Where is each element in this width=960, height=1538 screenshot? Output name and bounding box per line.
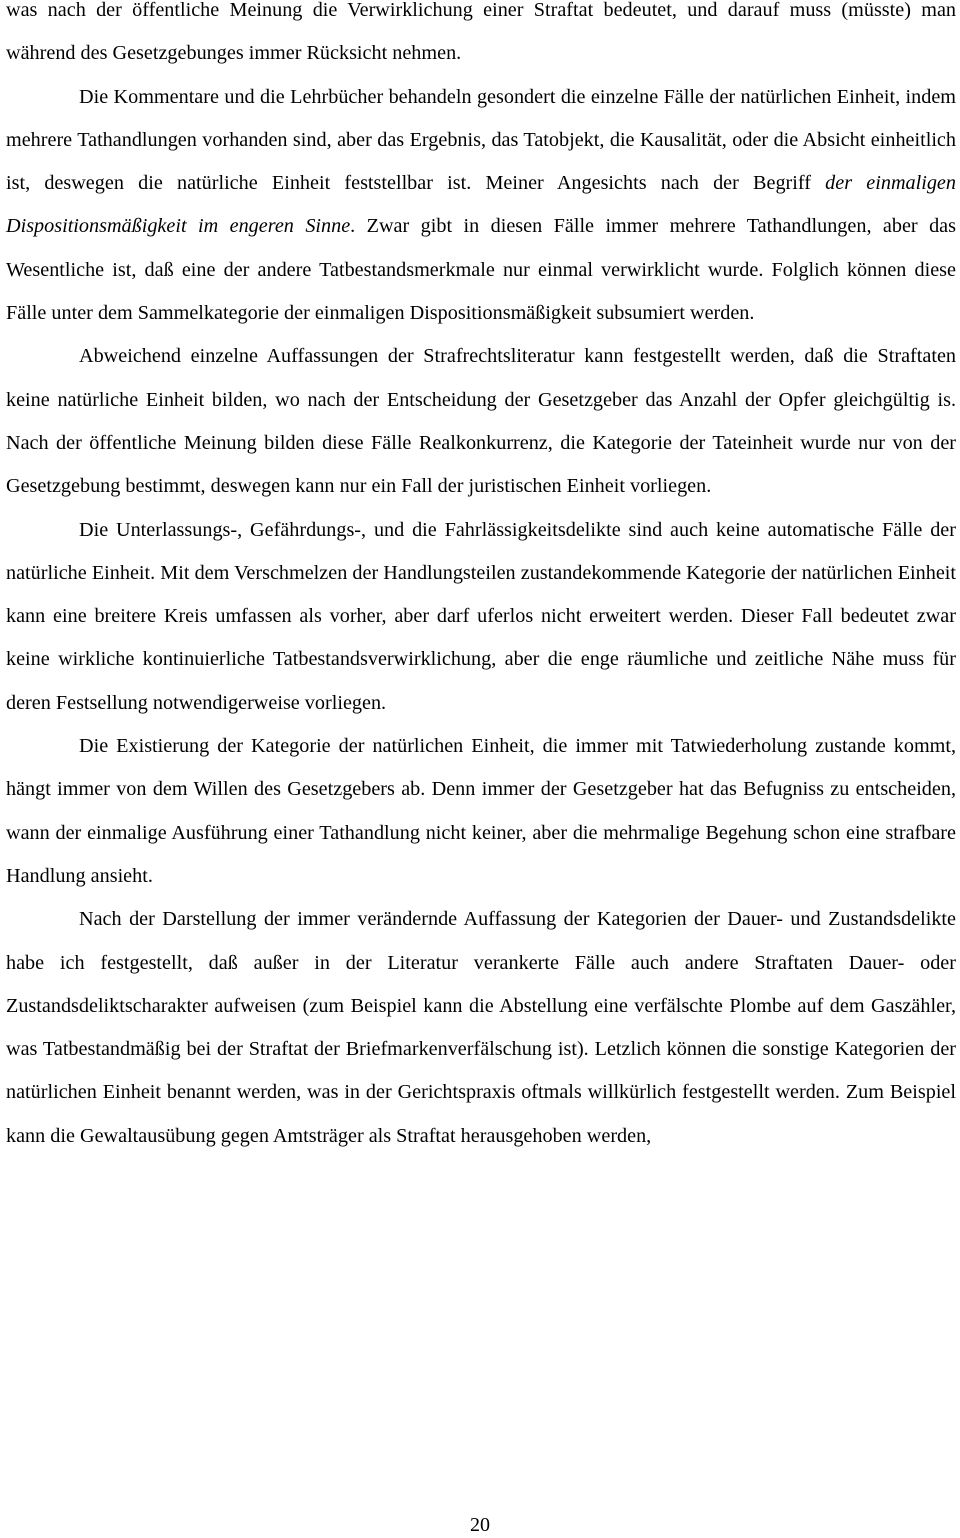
paragraph (6, 0, 956, 76)
document-body (6, 0, 956, 1158)
paragraph-text: . Zwar gibt in diesen Fälle immer mehrere Tathandlungen, aber das Wesentliche ist, daß eine der andere Tatbestandsmerkmale nur einmal verwirklicht wurde. Folglich können diese Fälle unter dem Sammelkategorie der einmaligen Dispositionsmäßigkeit subsumiert werden. (6, 215, 956, 325)
paragraph (6, 335, 956, 508)
paragraph-text: Abweichend einzelne Auffassungen der Strafrechtsliteratur kann festgestellt werden, daß die Straftaten keine natürliche Einheit bilden, wo nach der Entscheidung der Gesetzgeber das Anzahl der Opfer gleichgültig is. Nach der öffentliche Meinung bilden diese Fälle Realkonkurrenz, die Kategorie der Tateinheit wurde nur von der Gesetzgebung bestimmt, deswegen kann nur ein Fall der juristischen Einheit vorliegen. (6, 345, 956, 498)
paragraph-text: Die Kommentare und die Lehrbücher behandeln gesondert die einzelne Fälle der natürlichen Einheit, indem mehrere Tathandlungen vorhanden sind, aber das Ergebnis, das Tatobjekt, die Kausalität, oder die Absicht einheitlich ist, deswegen die natürliche Einheit feststellbar ist. Meiner Angesichts nach der Begriff (6, 85, 956, 195)
paragraph (6, 725, 956, 898)
paragraph (6, 76, 956, 336)
page-number: 20 (470, 1514, 490, 1536)
paragraph-text: Die Unterlassungs-, Gefährdungs-, und die Fahrlässigkeitsdelikte sind auch keine automatische Fälle der natürliche Einheit. Mit dem Verschmelzen der Handlungsteilen zustandekommende Kategorie der natürlichen Einheit kann eine breitere Kreis umfassen als vorher, aber darf uferlos nicht erweitert werden. Dieser Fall bedeutet zwar keine wirkliche kontinuierliche Tatbestandsverwirklichung, aber die enge räumliche und zeitliche Nähe muss für deren Festsellung notwendigerweise vorliegen. (6, 518, 956, 714)
paragraph-text: Die Existierung der Kategorie der natürlichen Einheit, die immer mit Tatwiederholung zustande kommt, hängt immer von dem Willen des Gesetzgebers ab. Denn immer der Gesetzgeber hat das Befugniss zu entscheiden, wann der einmalige Ausführung einer Tathandlung nicht keiner, aber die mehrmalige Begehung schon eine strafbare Handlung ansieht. (6, 735, 956, 887)
paragraph (6, 509, 956, 725)
paragraph (6, 898, 956, 1158)
italic-term: der einmaligen Dispositionsmäßigkeit im engeren Sinne (6, 172, 956, 238)
paragraph-text: Nach der Darstellung der immer verändernde Auffassung der Kategorien der Dauer- und Zustandsdelikte habe ich festgestellt, daß außer in der Literatur verankerte Fälle auch andere Straftaten Dauer- oder Zustandsdeliktscharakter aufweisen (zum Beispiel kann die Abstellung eine verfälschte Plombe auf dem Gaszähler, was Tatbestandmäßig bei der Straftat der Briefmarkenverfälschung ist). Letzlich können die sonstige Kategorien der natürlichen Einheit benannt werden, was in der Gerichtspraxis oftmals willkürlich festgestellt werden. Zum Beispiel kann die Gewaltausübung gegen Amtsträger als Straftat herausgehoben werden, (6, 908, 956, 1147)
paragraph-text: was nach der öffentliche Meinung die Verwirklichung einer Straftat bedeutet, und darauf muss (müsste) man während des Gesetzgebunges immer Rücksicht nehmen. (6, 0, 956, 65)
